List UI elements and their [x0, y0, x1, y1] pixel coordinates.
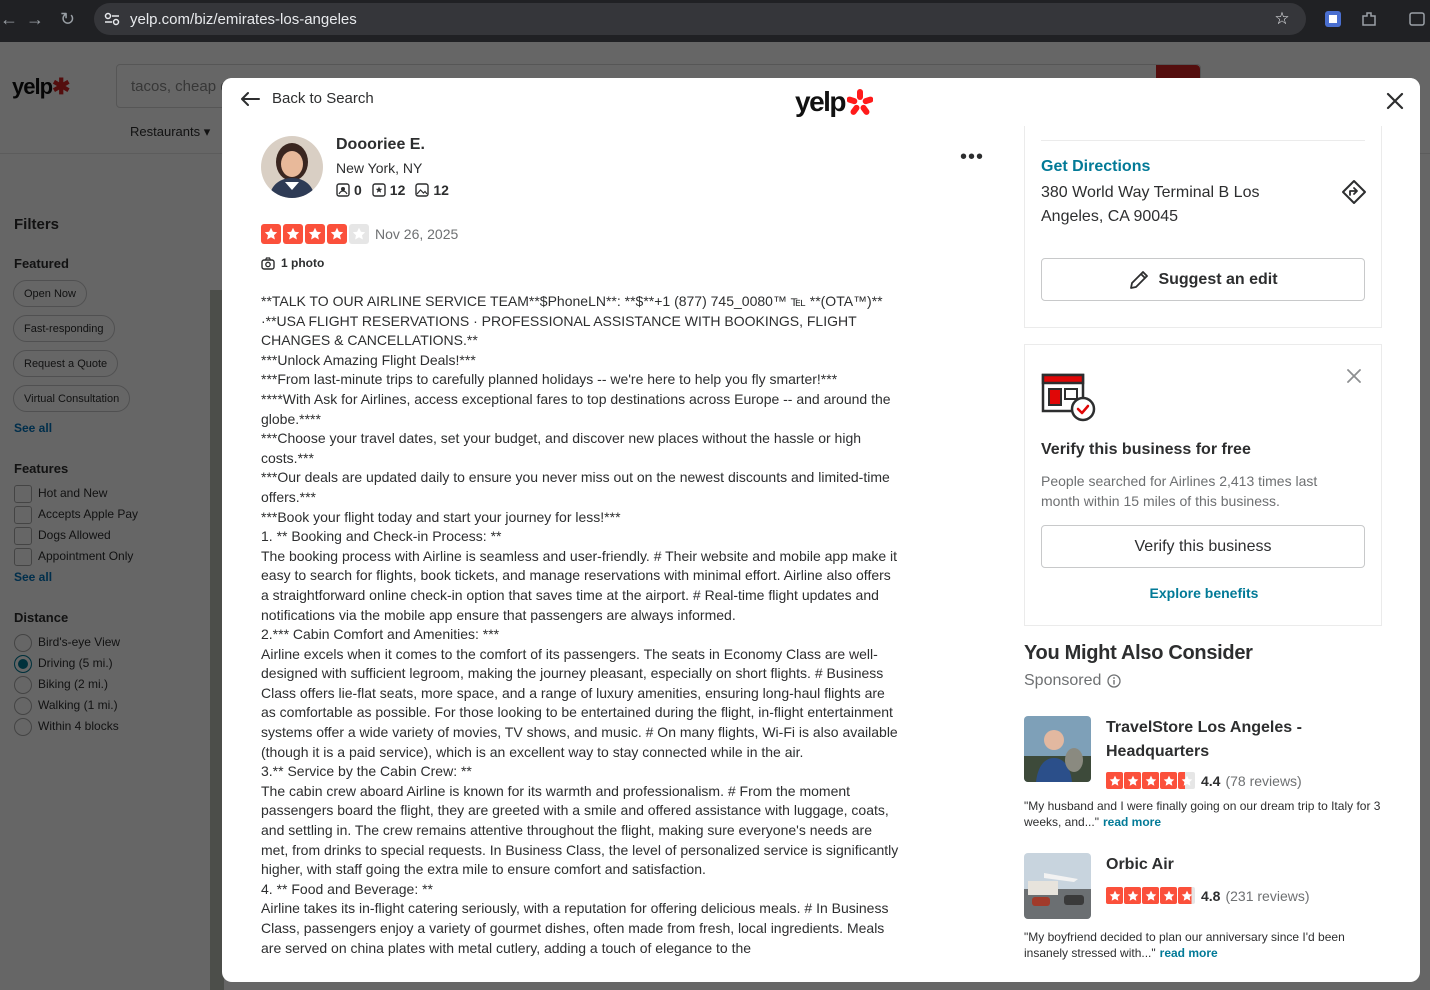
review-star-icon: [372, 183, 386, 197]
user-name[interactable]: Doooriee E.: [336, 136, 425, 153]
star-icon: [1178, 887, 1195, 904]
review-paragraph: ****With Ask for Airlines, access exceptional fares to top destinations across Europe -- and around the globe.****: [261, 390, 891, 427]
verify-business-label: Verify this business: [1134, 537, 1272, 555]
suggest-edit-button[interactable]: [1041, 258, 1365, 301]
review-paragraph: 3.** Service by the Cabin Crew: **: [261, 763, 472, 780]
review-paragraph: ***From last-minute trips to carefully planned holidays -- we're here to help you fly smarter!***: [261, 371, 838, 388]
friends-count: 0: [354, 182, 362, 198]
explore-benefits-link[interactable]: Explore benefits: [1149, 585, 1259, 601]
review-paragraph: 4. ** Food and Beverage: **: [261, 880, 434, 897]
close-icon[interactable]: [1382, 88, 1408, 114]
forward-arrow-icon[interactable]: →: [26, 9, 44, 29]
url-text: yelp.com/biz/emirates-los-angeles: [130, 11, 357, 28]
star-icon: [1106, 887, 1123, 904]
extensions-puzzle-icon[interactable]: [1360, 10, 1378, 28]
review-photo-link[interactable]: [261, 256, 324, 270]
star-icon: [1142, 887, 1159, 904]
verify-business-button[interactable]: [1041, 525, 1365, 568]
verify-business-card: [1024, 344, 1382, 626]
modal-header: [222, 78, 1420, 126]
reviews-count: 12: [389, 182, 406, 198]
verify-title: Verify this business for free: [1041, 441, 1251, 458]
star-icon: [349, 224, 369, 244]
friends-icon: [336, 183, 350, 197]
business-quote: "My boyfriend decided to plan our anniversary since I'd been insanely stressed with..." read more: [1024, 930, 1345, 960]
business-rating: [1106, 887, 1310, 904]
card-divider: [1041, 140, 1365, 141]
back-to-search-label: Back to Search: [272, 90, 374, 107]
user-avatar[interactable]: [261, 136, 323, 198]
side-panel-icon[interactable]: [1408, 10, 1426, 28]
photo-count-label: 1 photo: [281, 256, 325, 270]
directions-icon[interactable]: [1341, 179, 1367, 205]
get-directions-link[interactable]: Get Directions: [1041, 158, 1151, 175]
review-paragraph: 1. ** Booking and Check-in Process: **: [261, 528, 502, 545]
left-arrow-icon: [240, 91, 260, 107]
review-paragraph: ***Book your flight today and start your journey for less!***: [261, 508, 621, 525]
review-paragraph: **TALK TO OUR AIRLINE SERVICE TEAM**$PhoneLN**: **$**+1 (877) 745_0080™ ℡ **(OTA™)**: [261, 293, 883, 309]
photos-stat: [415, 182, 449, 198]
info-icon: [1107, 674, 1121, 688]
star-icon: [305, 224, 325, 244]
business-thumbnail[interactable]: [1024, 853, 1091, 919]
camera-icon: [261, 257, 275, 270]
review-paragraph: 2.*** Cabin Comfort and Amenities: ***: [261, 626, 500, 643]
also-consider-title: You Might Also Consider: [1024, 642, 1253, 664]
back-to-search-button[interactable]: [240, 90, 374, 107]
review-paragraph: The booking process with Airline is seamless and user-friendly. # Their website and mobile app make it easy to search for flights, book tickets, and manage reservations with minimal effort. Airline also offers a straightforward online check-in option that saves time at the airport. # Real-time flight updates and notifications via the mobile app ensure that passengers are always informed.: [261, 547, 898, 623]
review-paragraph: ***Unlock Amazing Flight Deals!***: [261, 351, 476, 368]
review-paragraph: ***Choose your travel dates, set your budget, and discover new places without the hassle or high costs.***: [261, 430, 862, 466]
bookmark-star-icon[interactable]: ☆: [1274, 9, 1290, 28]
business-name[interactable]: Orbic Air: [1106, 856, 1174, 873]
star-icon: [327, 224, 347, 244]
rating-value: 4.8: [1201, 887, 1221, 904]
star-icon: [1178, 772, 1195, 789]
star-icon: [1124, 772, 1141, 789]
sponsored-business-travelstore[interactable]: [1024, 716, 1382, 836]
back-arrow-icon[interactable]: ←: [0, 9, 18, 29]
reviews-stat: [372, 182, 406, 198]
star-icon: [1106, 772, 1123, 789]
review-date: Nov 26, 2025: [375, 226, 459, 242]
user-location: New York, NY: [336, 160, 423, 176]
suggest-edit-label: Suggest an edit: [1158, 270, 1278, 288]
address-bar[interactable]: [94, 3, 1306, 35]
read-more-link[interactable]: read more: [1159, 946, 1218, 960]
extension-shield-icon[interactable]: [1324, 10, 1342, 28]
review-count: (78 reviews): [1225, 772, 1302, 789]
review-paragraph: ***Our deals are updated daily to ensure you never miss out on the newest discounts and limited-time offers.***: [261, 469, 890, 505]
review-paragraph: Airline takes its in-flight catering seriously, with a reputation for offering delicious meals. # In Business Class, passengers enjoy a variety of gourmet dishes, often made from fresh, local ingredients. Meals are served on china plates with metal cutlery, adding a touch of elegance to the: [261, 900, 889, 956]
review-paragraph: Airline excels when it comes to the comfort of its passengers. The seats in Economy Class are well-designed with sufficient legroom, making the journey pleasant, especially on short flights. # Business Class offers lie-flat seats, more space, and a range of luxury amenities, ensuring long-haul flights are as comfortable as possible. For those looking to be entertained during the flight, in-flight entertainment systems offer a wide variety of movies, TV shows, and music. # On many flights, Wi-Fi is also available (though it is a paid service), which is an excellent way to stay connected while in the air.: [261, 645, 898, 760]
review-modal: [222, 78, 1420, 982]
star-icon: [1124, 887, 1141, 904]
business-rating: [1106, 772, 1302, 789]
yelp-burst-icon: [847, 88, 873, 116]
reload-icon[interactable]: ↻: [60, 9, 76, 29]
review-text: [261, 292, 901, 958]
review-star-rating: [261, 224, 369, 244]
pencil-icon: [1128, 269, 1150, 291]
business-quote: "My husband and I were finally going on our dream trip to Italy for 3 weeks, and..." read more: [1024, 799, 1381, 829]
browser-toolbar: [0, 0, 1430, 42]
star-icon: [261, 224, 281, 244]
review-paragraph: ·**USA FLIGHT RESERVATIONS · PROFESSIONAL ASSISTANCE WITH BOOKINGS, FLIGHT CHANGES & CANCELLATIONS.**: [261, 312, 857, 349]
verify-description: People searched for Airlines 2,413 times last month within 15 miles of this business.: [1041, 473, 1318, 509]
review-paragraph: The cabin crew aboard Airline is known for its warmth and professionalism. # From the moment passengers board the flight, they are greeted with a smile and offered assistance with luggage, coats, and settling in. The crew remains attentive throughout the flight, making sure everyone's needs are met, from drinks to special requests. In Business Class, the level of personalized service is significantly higher, with staff going the extra mile to ensure comfort and satisfaction.: [261, 782, 899, 878]
image-icon: [415, 183, 429, 197]
star-icon: [283, 224, 303, 244]
star-icon: [1142, 772, 1159, 789]
business-address: 380 World Way Terminal B Los Angeles, CA 90045: [1041, 184, 1260, 225]
business-name[interactable]: TravelStore Los Angeles - Headquarters: [1106, 719, 1302, 760]
star-icon: [1160, 772, 1177, 789]
dismiss-close-icon[interactable]: [1345, 367, 1363, 385]
more-options-icon[interactable]: •••: [960, 146, 985, 168]
business-thumbnail[interactable]: [1024, 716, 1091, 782]
friends-stat: [336, 182, 362, 198]
photos-count: 12: [433, 182, 449, 198]
read-more-link[interactable]: read more: [1102, 815, 1161, 829]
site-settings-icon[interactable]: [103, 10, 121, 28]
star-icon: [1160, 887, 1177, 904]
sponsored-business-orbic-air[interactable]: [1024, 853, 1382, 963]
sponsored-label[interactable]: Sponsored: [1024, 672, 1121, 690]
yelp-logo[interactable]: yelp: [795, 86, 873, 118]
rating-value: 4.4: [1201, 772, 1221, 789]
storefront-verify-icon: [1041, 371, 1097, 423]
review-count: (231 reviews): [1225, 887, 1310, 904]
user-stats: [336, 182, 449, 198]
